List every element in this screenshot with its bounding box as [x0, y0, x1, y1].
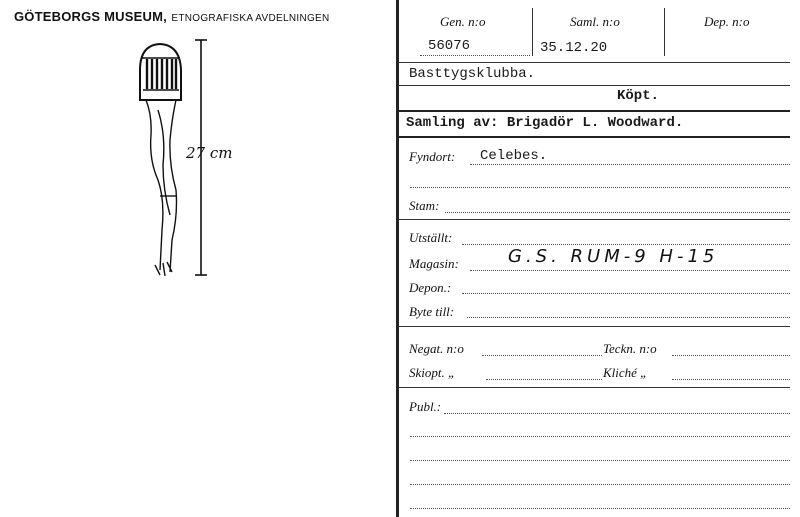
- byte-label: Byte till:: [409, 304, 455, 319]
- beater-handle: [146, 100, 177, 276]
- utstallt-label: Utställt:: [409, 230, 453, 245]
- saml-label: Saml. n:o: [570, 14, 620, 29]
- object-sketch: [0, 0, 396, 517]
- teckn-dotline: [672, 355, 790, 356]
- fyndort-value: Celebes.: [480, 148, 548, 164]
- fyndort-label: Fyndort:: [409, 149, 456, 164]
- teckn-label: Teckn. n:o: [603, 341, 657, 356]
- publ-dotline: [410, 436, 790, 437]
- fyndort-dotline: [470, 164, 790, 165]
- skiopt-dotline: [486, 379, 602, 380]
- card-border: [396, 0, 399, 517]
- object-name: Basttygsklubba.: [409, 66, 536, 82]
- publ-dotline: [444, 413, 790, 414]
- stam-dotline: [445, 212, 790, 213]
- rule: [398, 326, 790, 327]
- negat-dotline: [482, 355, 602, 356]
- skiopt-label: Skiopt. „: [409, 365, 456, 380]
- rule: [398, 62, 790, 63]
- magasin-value: G.S. RUM-9 H-15: [508, 246, 719, 267]
- gen-number: 56076: [428, 38, 471, 54]
- gen-dotline: [420, 55, 530, 56]
- measurement-label: 27 cm: [186, 144, 233, 162]
- divider: [532, 8, 533, 56]
- department-name: ETNOGRAFISKA AVDELNINGEN: [171, 13, 330, 24]
- divider: [664, 8, 665, 56]
- museum-name: GÖTEBORGS MUSEUM,: [14, 9, 167, 24]
- magasin-label: Magasin:: [409, 256, 459, 271]
- byte-dotline: [467, 317, 790, 318]
- rule: [398, 387, 790, 388]
- publ-dotline: [410, 508, 790, 509]
- number-box: [398, 0, 790, 62]
- beater-head: [140, 44, 181, 100]
- rule: [398, 136, 790, 138]
- utstallt-dotline: [462, 244, 790, 245]
- collection: Samling av: Brigadör L. Woodward.: [406, 115, 684, 131]
- kliche-label: Kliché „: [603, 365, 648, 380]
- gen-label: Gen. n:o: [440, 14, 486, 29]
- stam-label: Stam:: [409, 198, 440, 213]
- publ-dotline: [410, 460, 790, 461]
- depon-dotline: [462, 293, 790, 294]
- rule: [398, 219, 790, 220]
- acquisition-type: Köpt.: [617, 88, 660, 104]
- dep-label: Dep. n:o: [704, 14, 750, 29]
- rule: [398, 85, 790, 86]
- blank-dotline: [410, 187, 790, 188]
- saml-number: 35.12.20: [540, 40, 608, 56]
- publ-label: Publ.:: [409, 399, 442, 414]
- publ-dotline: [410, 484, 790, 485]
- depon-label: Depon.:: [409, 280, 452, 295]
- rule: [398, 110, 790, 112]
- kliche-dotline: [672, 379, 790, 380]
- magasin-dotline: [470, 270, 790, 271]
- negat-label: Negat. n:o: [409, 341, 464, 356]
